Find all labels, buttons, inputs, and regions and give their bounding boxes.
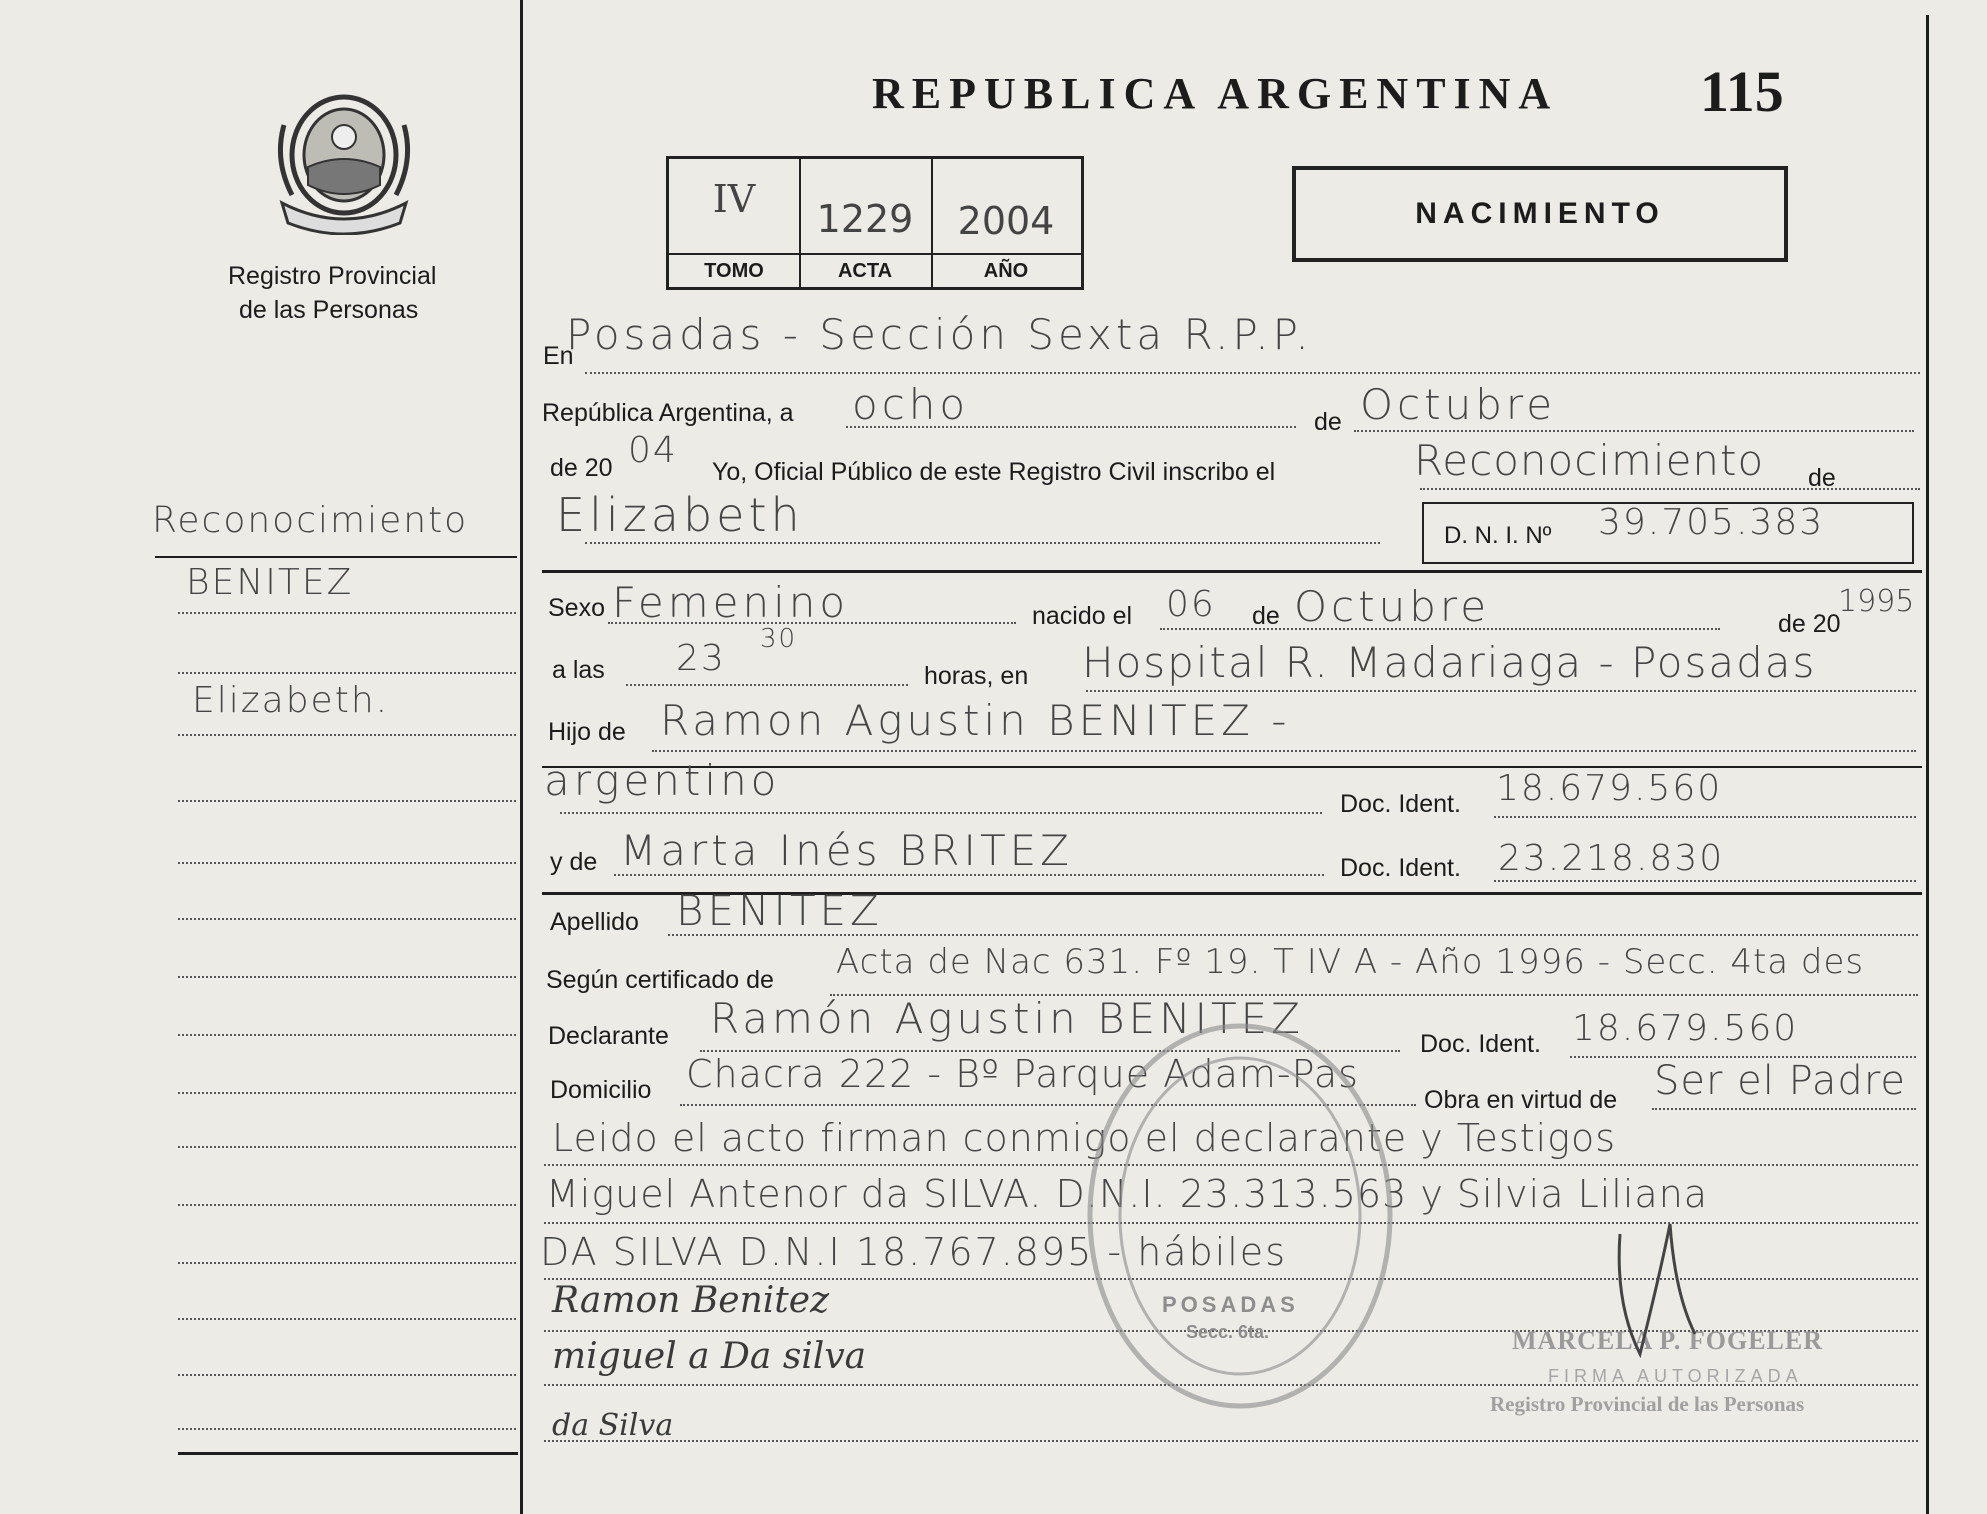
de20-label-2: de 20 (1778, 610, 1841, 638)
margin-dotted-line (178, 976, 516, 978)
hijo-label: Hijo de (548, 718, 626, 746)
margin-dotted-line (178, 612, 516, 614)
apellido-dotted-line (668, 934, 1918, 936)
margin-note-act: Reconocimiento (152, 500, 469, 541)
inscribe-dotted-line (1420, 488, 1920, 490)
declarant-doc-number: 18.679.560 (1572, 1008, 1799, 1049)
apellido-label: Apellido (550, 908, 639, 936)
birth-month-dotted-line (1160, 628, 1720, 630)
ano-label: AÑO (931, 253, 1081, 287)
registration-day: ocho (852, 380, 970, 429)
act-basis: Ser el Padre (1654, 1058, 1906, 1104)
ano-cell (931, 159, 1081, 287)
birth-month: Octubre (1294, 582, 1491, 631)
child-sex: Femenino (612, 578, 850, 627)
witness-2-signature: da Silva (552, 1408, 674, 1443)
birth-day: 06 (1166, 584, 1216, 625)
official-name: MARCELA P. FOGELER (1512, 1326, 1824, 1355)
obra-dotted-line (1652, 1108, 1916, 1110)
horas-label: horas, en (924, 662, 1029, 690)
doc-label-3: Doc. Ident. (1420, 1030, 1541, 1058)
birth-year: 1995 (1838, 584, 1915, 619)
father-doc-dotted-line (1494, 816, 1916, 818)
de-label: de (1314, 408, 1342, 436)
margin-dotted-line (178, 1034, 516, 1036)
left-margin-divider (520, 0, 523, 1514)
nationality-dotted-line (560, 812, 1322, 814)
father-doc-number: 18.679.560 (1496, 768, 1723, 809)
observation-line-2: Miguel Antenor da SILVA. D.N.I. 23.313.563 y Silvia Liliana (546, 1172, 1709, 1216)
declarant-name: Ramón Agustin BENITEZ (710, 994, 1304, 1043)
margin-dotted-line (178, 862, 516, 864)
record-number-box (666, 156, 1084, 290)
child-first-name: Elizabeth (556, 488, 804, 542)
acta-value: 1229 (816, 197, 914, 241)
acta-cell (799, 159, 933, 287)
page-number: 115 (1700, 59, 1784, 124)
right-edge-line (1926, 15, 1929, 1514)
margin-dotted-line (178, 1374, 516, 1376)
dni-label: D. N. I. Nº (1444, 522, 1552, 549)
child-surname: BENITEZ (676, 886, 883, 935)
mother-dotted-line (614, 874, 1324, 876)
hour-dotted-line (626, 684, 908, 686)
misiones-coat-of-arms-icon (272, 85, 417, 235)
margin-rule (155, 556, 517, 558)
tomo-cell (669, 159, 801, 287)
father-name: Ramon Agustin BENITEZ - (660, 696, 1291, 745)
de-label-3: de (1252, 602, 1280, 630)
margin-dotted-line (178, 1146, 516, 1148)
margin-dotted-line (178, 800, 516, 802)
official-organization: Registro Provincial de las Personas (1490, 1392, 1805, 1416)
certificate-reference: Acta de Nac 631. Fº 19. T IV A - Año 1996 - Secc. 4ta des (836, 942, 1865, 982)
domicilio-label: Domicilio (550, 1076, 652, 1104)
birth-place: Hospital R. Madariaga - Posadas (1082, 638, 1817, 687)
obra-label: Obra en virtud de (1424, 1086, 1618, 1114)
margin-dotted-line (178, 1092, 516, 1094)
en-dotted-line (585, 372, 1920, 374)
official-role: FIRMA AUTORIZADA (1548, 1366, 1803, 1386)
republica-label: República Argentina, a (542, 399, 794, 427)
sig-dotted-line-3 (544, 1440, 1918, 1442)
tomo-value: IV (712, 177, 756, 221)
margin-note-surname: BENITEZ (186, 562, 354, 603)
mother-doc-dotted-line (1494, 880, 1916, 882)
official-statement: Yo, Oficial Público de este Registro Civil inscribo el (712, 458, 1276, 486)
mother-doc-number: 23.218.830 (1498, 838, 1725, 879)
sexo-label: Sexo (548, 594, 605, 622)
margin-note-name: Elizabeth. (192, 680, 390, 721)
stamp-city: POSADAS (1162, 1292, 1299, 1317)
margin-dotted-line (178, 1318, 516, 1320)
declarant-signature: Ramon Benitez (552, 1280, 830, 1321)
registrar-signature-icon (1600, 1214, 1720, 1364)
observation-line-1: Leido el acto firman conmigo el declarante y Testigos (552, 1116, 1617, 1160)
day-dotted-line (846, 426, 1296, 428)
doc-label: Doc. Ident. (1340, 790, 1461, 818)
margin-dotted-line (178, 918, 516, 920)
mother-name: Marta Inés BRITEZ (620, 826, 1073, 875)
margin-dotted-line (178, 734, 516, 736)
place-dotted-line (1086, 690, 1916, 692)
doc-label-2: Doc. Ident. (1340, 854, 1461, 882)
alas-label: a las (552, 656, 605, 684)
margin-dotted-line (178, 1262, 516, 1264)
acta-label: ACTA (799, 253, 931, 287)
registration-month: Octubre (1360, 380, 1557, 429)
header-title: REPUBLICA ARGENTINA (872, 69, 1559, 118)
sexo-dotted-line (608, 622, 1016, 624)
official-stamp-icon (1082, 1018, 1398, 1414)
declarant-address: Chacra 222 - Bº Parque Adam-Pas (686, 1052, 1359, 1096)
place-of-registration: Posadas - Sección Sexta R.P.P. (566, 310, 1313, 359)
inscription-type: Reconocimiento (1414, 436, 1765, 485)
birth-hour: 23 (676, 638, 726, 679)
registration-year: 04 (628, 430, 678, 471)
segun-label: Según certificado de (546, 966, 774, 994)
de-label-2: de (1808, 464, 1836, 492)
registry-name-line2: de las Personas (239, 296, 419, 324)
witness-1-signature: miguel a Da silva (552, 1336, 867, 1377)
name-dotted-line (585, 542, 1380, 544)
registry-name-line1: Registro Provincial (228, 262, 437, 290)
margin-dotted-line (178, 672, 516, 674)
father-dotted-line (652, 750, 1916, 752)
declarante-label: Declarante (548, 1022, 669, 1050)
child-dni: 39.705.383 (1598, 502, 1825, 543)
month-dotted-line (1354, 430, 1914, 432)
margin-bottom-rule (178, 1452, 518, 1455)
de20-label: de 20 (550, 454, 613, 482)
margin-dotted-line (178, 1204, 516, 1206)
ano-value: 2004 (957, 199, 1055, 243)
father-nationality: argentino (544, 756, 781, 805)
yde-label: y de (550, 848, 598, 876)
act-type-box (1292, 166, 1788, 262)
en-label: En (543, 342, 574, 370)
margin-dotted-line (178, 1428, 516, 1430)
tomo-label: TOMO (669, 253, 799, 287)
stamp-section: Secc. 6ta. (1186, 1322, 1270, 1342)
act-type-label: NACIMIENTO (1415, 197, 1665, 230)
section-rule (542, 570, 1922, 573)
birth-minute: 30 (760, 624, 798, 654)
observation-line-3: DA SILVA D.N.I 18.767.895 - hábiles (540, 1230, 1287, 1274)
nacido-label: nacido el (1032, 602, 1133, 630)
